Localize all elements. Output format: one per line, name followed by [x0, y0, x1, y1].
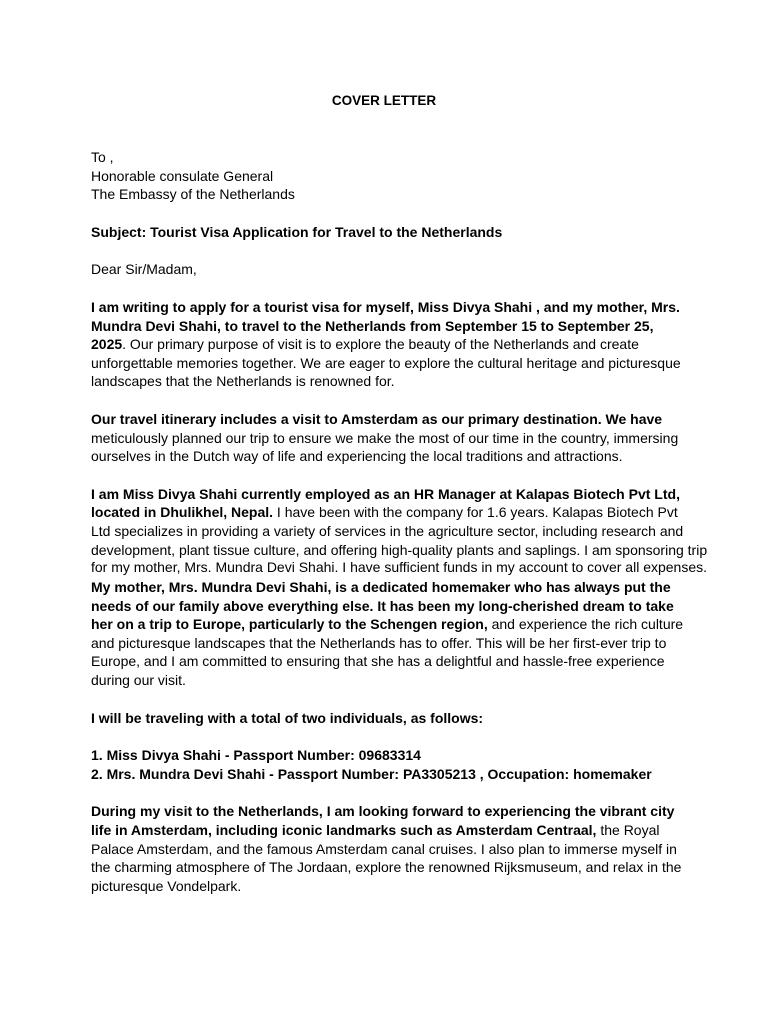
paragraph-line: I am writing to apply for a tourist visa for myself, Miss Divya Shahi , and my mother, Mrs. [91, 298, 680, 315]
bold-text: her on a trip to Europe, particularly to the Schengen region, [91, 616, 488, 633]
bold-text: 2025 [91, 336, 123, 353]
paragraph-line: Europe, and I am committed to ensuring that she has a delightful and hassle-free experience [91, 653, 665, 670]
travelers-list [91, 746, 711, 783]
regular-text: I have been with the company for 1.6 years. Kalapas Biotech Pvt [273, 504, 678, 521]
paragraph-line: for my mother, Mrs. Mundra Devi Shahi. I have sufficient funds in my account to cover all expenses. [91, 559, 708, 576]
paragraph-line: During my visit to the Netherlands, I am looking forward to experiencing the vibrant city [91, 803, 675, 820]
paragraph-line [91, 821, 711, 840]
paragraph-line: My mother, Mrs. Mundra Devi Shahi, is a dedicated homemaker who has always put the [91, 579, 671, 596]
recipient-block [91, 148, 711, 204]
salutation: Dear Sir/Madam, [91, 261, 197, 278]
list-item: 1. Miss Divya Shahi - Passport Number: 09683314 [91, 747, 421, 764]
paragraph-line: needs of our family above everything else. It has been my long-cherished dream to take [91, 597, 674, 614]
subject-line: Subject: Tourist Visa Application for Travel to the Netherlands [91, 223, 503, 240]
paragraph-intro [91, 298, 711, 391]
recipient-line: The Embassy of the Netherlands [91, 186, 295, 203]
paragraph-line: Ltd specializes in providing a variety of services in the agriculture sector, including research and [91, 522, 684, 539]
regular-text: and experience the rich culture [487, 616, 684, 633]
bold-text: located in Dhulikhel, Nepal. [91, 504, 274, 521]
list-item: 2. Mrs. Mundra Devi Shahi - Passport Number: PA3305213 , Occupation: homemaker [91, 765, 652, 782]
paragraph-line: meticulously planned our trip to ensure we make the most of our time in the country, immersing [91, 429, 679, 446]
bold-text: life in Amsterdam, including iconic landmarks such as Amsterdam Centraal, [91, 822, 597, 839]
paragraph-line: I am Miss Divya Shahi currently employed as an HR Manager at Kalapas Biotech Pvt Ltd, [91, 485, 680, 502]
letter-body [91, 148, 711, 895]
paragraph-employment [91, 485, 711, 575]
regular-text: . Our primary purpose of visit is to explore the beauty of the Netherlands and create [122, 336, 639, 353]
paragraph-line: picturesque Vondelpark. [91, 877, 242, 894]
recipient-line: To , [91, 149, 114, 165]
paragraph-line: development, plant tissue culture, and offering high-quality plants and saplings. I am sponsoring trip [91, 541, 708, 558]
recipient-line: Honorable consulate General [91, 167, 274, 184]
paragraph-itinerary [91, 410, 711, 466]
paragraph-line [91, 335, 711, 354]
paragraph-mother [91, 578, 711, 690]
paragraph-line: during our visit. [91, 672, 186, 689]
paragraph-line [91, 503, 711, 522]
paragraph-plans [91, 802, 711, 895]
paragraph-line: Mundra Devi Shahi, to travel to the Netherlands from September 15 to September 25, [91, 317, 654, 334]
paragraph-line: ourselves in the Dutch way of life and experiencing the local traditions and attractions. [91, 448, 623, 465]
document-title: COVER LETTER [331, 93, 437, 108]
paragraph-line: Palace Amsterdam, and the famous Amsterdam canal cruises. I also plan to immerse myself in [91, 840, 677, 857]
paragraph-line [91, 615, 711, 634]
regular-text: the Royal [596, 822, 660, 839]
travelers-intro: I will be traveling with a total of two individuals, as follows: [91, 709, 484, 726]
paragraph-line: the charming atmosphere of The Jordaan, explore the renowned Rijksmuseum, and relax in the [91, 859, 682, 876]
paragraph-line: Our travel itinerary includes a visit to Amsterdam as our primary destination. We have [91, 410, 663, 427]
paragraph-line: unforgettable memories together. We are eager to explore the cultural heritage and picturesque [91, 354, 681, 371]
paragraph-line: and picturesque landscapes that the Netherlands has to offer. This will be her first-ever trip to [91, 634, 667, 651]
paragraph-line: landscapes that the Netherlands is renowned for. [91, 373, 395, 390]
